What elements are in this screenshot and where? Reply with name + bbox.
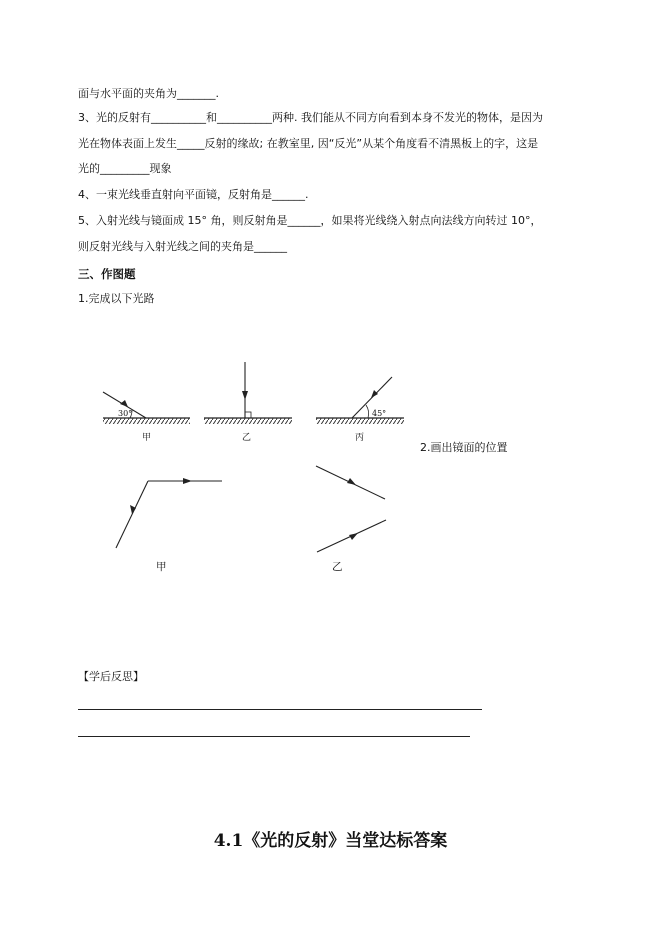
- figure-bing-mirror: [316, 418, 404, 424]
- figure2-yi-rays: [316, 466, 386, 552]
- reflection-answer-line-2: [78, 736, 470, 737]
- answers-title: 4.1《光的反射》当堂达标答案: [213, 831, 448, 851]
- task-1-label: 1.完成以下光路: [78, 292, 155, 305]
- angle-45-label: 45°: [372, 409, 387, 418]
- figure-jia-caption: 甲: [142, 433, 152, 443]
- figure2-jia-rays: [116, 478, 222, 548]
- reflection-title: 【学后反思】: [78, 670, 144, 683]
- question-5-line-1: 5、入射光线与镜面成 15° 角，则反射角是______，如果将光线绕入射点向法线方向转过 10°，: [78, 214, 542, 227]
- figure-bing-caption: 丙: [355, 433, 365, 443]
- question-2-tail: 面与水平面的夹角为_______.: [78, 87, 219, 100]
- figure-yi-incident-ray: [242, 362, 251, 418]
- figure-yi-caption: 乙: [242, 433, 252, 443]
- question-3-line-3: 光的_________现象: [78, 162, 172, 175]
- figure2-jia-caption: 甲: [156, 561, 167, 573]
- figure-jia-mirror: [103, 418, 190, 424]
- question-3-line-1: 3、光的反射有__________和__________两种. 我们能从不同方向看到本身不发光的物体，是因为: [78, 111, 543, 124]
- figure-yi-mirror: [204, 418, 292, 424]
- task-2-label: 2.画出镜面的位置: [420, 441, 508, 454]
- angle-30-label: 30°: [118, 409, 133, 418]
- reflection-answer-line-1: [78, 709, 482, 710]
- question-5-line-2: 则反射光线与入射光线之间的夹角是______: [78, 240, 287, 253]
- question-3-line-2: 光在物体表面上发生_____反射的缘故; 在教室里, 因“反光”从某个角度看不清黑板上的字，这是: [78, 137, 539, 150]
- section-3-title: 三、作图题: [78, 267, 136, 281]
- figure2-yi-caption: 乙: [332, 561, 343, 573]
- question-4: 4、一束光线垂直射向平面镜，反射角是______.: [78, 188, 309, 201]
